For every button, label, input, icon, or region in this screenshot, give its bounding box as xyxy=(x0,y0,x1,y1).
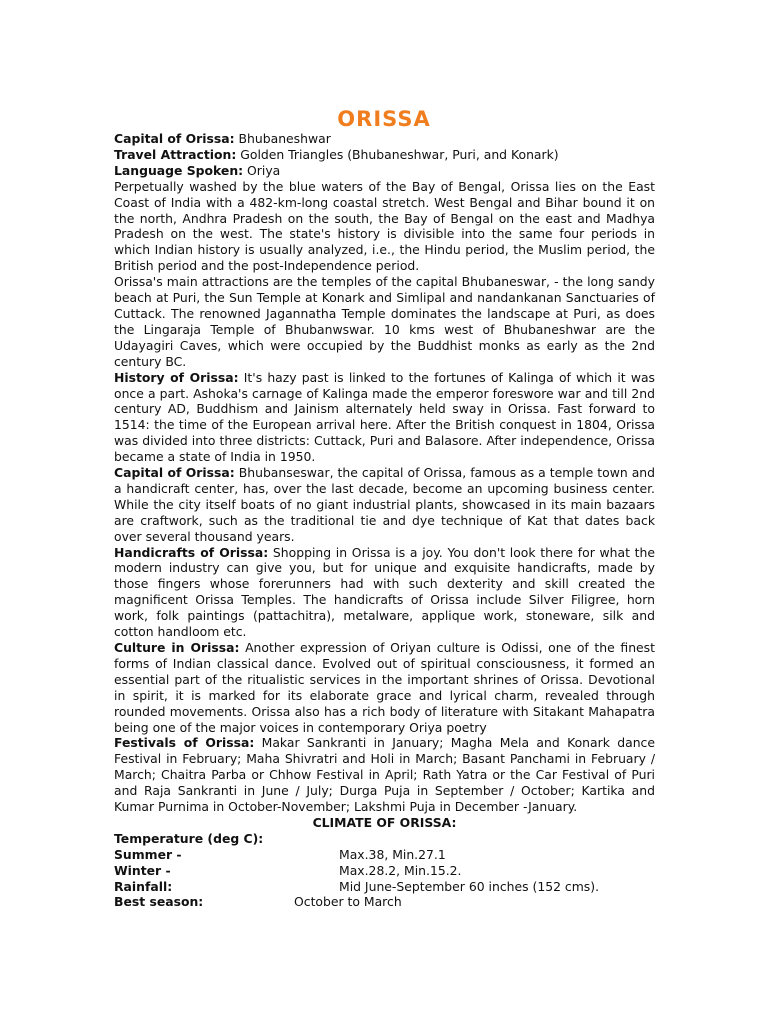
rainfall-label: Rainfall: xyxy=(114,878,173,894)
temperature-label: Temperature (deg C): xyxy=(114,830,264,846)
fact-language-value: Oriya xyxy=(243,162,281,178)
climate-row-best-season xyxy=(114,894,655,910)
festivals-section xyxy=(114,735,655,815)
handicrafts-text: Shopping in Orissa is a joy. You don't look there for what the modern industry can give you, but for unique and exquisite handicrafts, made by those fingers whose forerunners had with such dexterity and skill created the magnificent Orissa Temples. The handicrafts of Orissa include Silver Filigree, horn work, folk paintings (pattachitra), metalware, applique work, stoneware, silk and cotton handloom etc. xyxy=(114,544,655,640)
culture-section xyxy=(114,640,655,735)
culture-text: Another expression of Oriyan culture is Odissi, one of the finest forms of Indian classical dance. Evolved out of spiritual consciousness, it formed an essential part of the ritualistic services in the important shrines of Orissa. Devotional in spirit, it is marked for its elaborate grace and lyrical charm, revealed through rounded movements. Orissa also has a rich body of literature with Sitakant Mahapatra being one of the major voices in contemporary Oriya poetry xyxy=(114,640,655,735)
festivals-label: Festivals of Orissa: xyxy=(114,735,255,751)
fact-capital-value: Bhubaneshwar xyxy=(234,131,331,146)
handicrafts-label: Handicrafts of Orissa: xyxy=(114,544,269,560)
culture-label: Culture in Orissa: xyxy=(114,640,240,655)
fact-language xyxy=(114,163,655,179)
intro-paragraph-2: Orissa's main attractions are the temples of the capital Bhubaneswar, - the long sandy beach at Puri, the Sun Temple at Konark and Simlipal and nandankanan Sanctuaries of Cuttack. The renowned Jagannatha Temple dominates the landscape at Puri, as does the Lingaraja Temple of Bhubanwswar. 10 kms west of Bhubaneshwar are the Udayagiri Caves, which were occupied by the Buddhist monks as early as the 2nd century BC. xyxy=(114,274,655,369)
fact-capital-label: Capital of Orissa: xyxy=(114,131,235,146)
fact-language-label: Language Spoken: xyxy=(114,162,244,178)
fact-travel-value: Golden Triangles (Bhubaneshwar, Puri, and Konark) xyxy=(236,146,559,162)
history-section xyxy=(114,370,655,465)
summer-value: Max.38, Min.27.1 xyxy=(339,846,446,862)
handicrafts-section xyxy=(114,545,655,640)
intro-paragraph-1: Perpetually washed by the blue waters of the Bay of Bengal, Orissa lies on the East Coast of India with a 482-km-long coastal stretch. West Bengal and Bihar bound it on the north, Andhra Pradesh on the south, the Bay of Bengal on the east and Madhya Pradesh on the west. The state's history is divisible into the same four periods in which Indian history is usually analyzed, i.e., the Hindu period, the Muslim period, the British period and the post-Independence period. xyxy=(114,178,655,274)
climate-row-rainfall xyxy=(114,879,655,895)
fact-travel xyxy=(114,147,655,163)
climate-row-summer xyxy=(114,847,655,863)
history-text: It's hazy past is linked to the fortunes of Kalinga of which it was once a part. Ashoka's carnage of Kalinga made the emperor foreswore war and till 2nd century AD, Buddhism and Jainism alternately held sway in Orissa. Fast forward to 1514: the time of the European arrival here. After the British conquest in 1804, Orissa was divided into three districts: Cuttack, Puri and Balasore. After independence, Orissa became a state of India in 1950. xyxy=(114,369,655,465)
winter-value: Max.28.2, Min.15.2. xyxy=(339,862,462,878)
fact-capital xyxy=(114,131,655,147)
best-season-value: October to March xyxy=(294,894,402,910)
document-body xyxy=(114,131,655,910)
fact-travel-label: Travel Attraction: xyxy=(114,146,237,162)
climate-row-winter xyxy=(114,863,655,879)
history-label: History of Orissa: xyxy=(114,369,239,385)
best-season-label: Best season: xyxy=(114,894,204,910)
winter-label: Winter - xyxy=(114,862,171,878)
rainfall-value: Mid June-September 60 inches (152 cms). xyxy=(339,878,600,894)
capital-section xyxy=(114,465,655,545)
summer-label: Summer - xyxy=(114,846,182,862)
page-title: ORISSA xyxy=(337,107,431,131)
climate-heading: CLIMATE OF ORISSA: xyxy=(312,814,457,830)
festivals-text: Makar Sankranti in January; Magha Mela and Konark dance Festival in February; Maha Shivratri and Holi in March; Basant Panchami in February / March; Chaitra Parba or Chhow Festival in April; Rath Yatra or the Car Festival of Puri and Raja Sankranti in June / July; Durga Puja in September / October; Kartika and Kumar Purnima in October-November; Lakshmi Puja in December -January. xyxy=(114,735,655,815)
capital-text: Bhubanseswar, the capital of Orissa, famous as a temple town and a handicraft center, has, over the last decade, become an upcoming business center. While the city itself boats of no giant industrial plants, showcased in its main bazaars are craftwork, such as the traditional tie and dye technique of Kat that dates back over several thousand years. xyxy=(114,465,656,544)
capital-label: Capital of Orissa: xyxy=(114,465,235,481)
